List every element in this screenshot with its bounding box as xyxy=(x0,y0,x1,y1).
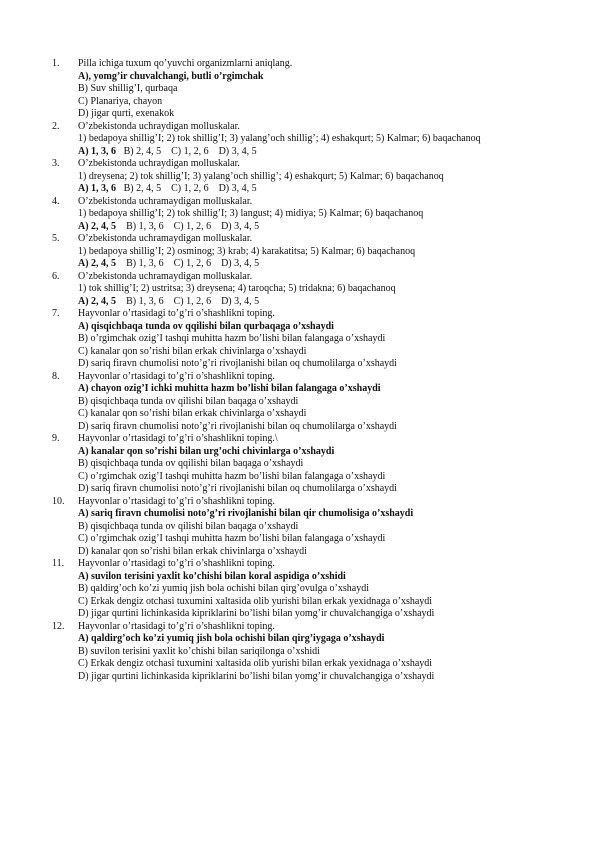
question-number: 10. xyxy=(52,495,65,507)
question-body xyxy=(78,121,532,159)
question-text: Hayvonlar o’rtasidagi to’g’ri o’shashlikni toping. xyxy=(78,620,275,632)
answer-option: C) Erkak dengiz otchasi tuxumini xaltasida olib yurishi bilan erkak yexidnaga o’xshaydi xyxy=(78,595,433,607)
answer-option: C) kanalar qon so’rishi bilan erkak chivinlarga o’xshaydi xyxy=(78,345,307,357)
question-body xyxy=(78,158,532,196)
question-number: 12. xyxy=(52,620,65,632)
answer-options-row xyxy=(78,221,532,234)
answer-option: 1) bedapoya shillig’I; 2) tok shillig’I; 3) langust; 4) midiya; 5) Kalmar; 6) baqachanoq xyxy=(78,208,424,219)
question-number: 8. xyxy=(52,370,60,382)
question-number: 7. xyxy=(52,308,60,319)
other-answer-options: B) 1, 3, 6 C) 1, 2, 6 D) 3, 4, 5 xyxy=(116,295,260,307)
question-body xyxy=(78,58,532,121)
question-number: 5. xyxy=(52,233,60,244)
answer-option: D) sariq firavn chumolisi noto’g’ri rivojlanishi bilan oq chumolilarga o’xshaydi xyxy=(78,358,397,369)
answer-option: B) qisqichbaqa tunda ov qqilishi bilan baqaga o’xshaydi xyxy=(78,458,304,469)
answer-option: D) sariq firavn chumolisi noto’g’ri rivojlanishi bilan oq chumolilarga o’xshaydi xyxy=(78,483,397,494)
question-text: O’zbekistonda uchramaydigan molluskalar. xyxy=(78,233,253,244)
question-item xyxy=(52,308,532,371)
answer-option: B) o’rgimchak ozig’I tashqi muhitta hazm bo’lishi bilan falangaga o’xshaydi xyxy=(78,333,386,344)
answer-option: 1) dreysena; 2) tok shillig’I; 3) yalang’och shillig’; 4) eshakqurt; 5) Kalmar; 6) baqachanoq xyxy=(78,170,444,182)
question-item xyxy=(52,496,532,559)
question-number: 6. xyxy=(52,270,60,282)
answer-option: C) o’rgimchak ozig’I tashqi muhitta hazm bo’lishi bilan falangaga o’xshaydi xyxy=(78,533,386,544)
answer-option: C) kanalar qon so’rishi bilan erkak chivinlarga o’xshaydi xyxy=(78,408,307,419)
other-answer-options: B) 2, 4, 5 C) 1, 2, 6 D) 3, 4, 5 xyxy=(116,145,257,157)
question-body xyxy=(78,433,532,496)
answer-option: B) qisqichbaqa tunda ov qilishi bilan baqaga o’xshaydi xyxy=(78,520,299,532)
correct-answer-option: A) sariq firavn chumolisi noto’g’ri rivojlanishi bilan qir chumolisiga o’xshaydi xyxy=(78,508,414,519)
answer-option: C) o’rgimchak ozig’I tashqi muhitta hazm bo’lishi bilan falangaga o’xshaydi xyxy=(78,470,386,482)
answer-option: B) Suv shillig’I, qurbaqa xyxy=(78,83,178,94)
question-list xyxy=(52,58,532,683)
question-number: 11. xyxy=(52,558,65,569)
answer-option: B) suvilon terisini yaxlit ko’chishi bilan sariqilonga o’xshidi xyxy=(78,645,320,657)
other-answer-options: B) 2, 4, 5 C) 1, 2, 6 D) 3, 4, 5 xyxy=(116,183,257,194)
correct-answer-option: A) qisqichbaqa tunda ov qqilishi bilan qurbaqaga o’xshaydi xyxy=(78,320,334,332)
answer-options-row xyxy=(78,146,532,159)
answer-option: D) kanalar qon so’rishi bilan erkak chivinlarga o’xshaydi xyxy=(78,545,307,557)
question-text: O’zbekistonda uchraydigan molluskalar. xyxy=(78,120,240,132)
correct-answer-option: A) chayon ozig’I ichki muhitta hazm bo’lishi bilan falangaga o’xshaydi xyxy=(78,383,381,394)
question-item xyxy=(52,621,532,684)
question-item xyxy=(52,371,532,434)
question-item xyxy=(52,271,532,309)
correct-answer-option: A), yomg’ir chuvalchangi, butli o’rgimchak xyxy=(78,70,264,82)
question-body xyxy=(78,496,532,559)
question-item xyxy=(52,121,532,159)
question-text: Hayvonlar o’rtasidagi to’g’ri o’shashlikni toping. xyxy=(78,370,275,382)
answer-options-row xyxy=(78,258,532,271)
question-body xyxy=(78,308,532,371)
question-item xyxy=(52,58,532,121)
question-body xyxy=(78,196,532,234)
question-body xyxy=(78,621,532,684)
correct-answer-option: A) suvilon terisini yaxlit ko’chishi bilan koral aspidiga o’xshidi xyxy=(78,570,346,582)
correct-answer-option: A) kanalar qon so’rishi bilan urg’ochi chivinlarga o’xshaydi xyxy=(78,445,335,457)
answer-option: D) jigar qurtini lichinkasida kipriklarini bo’lishi bilan yomg’ir chuvalchangiga o’xshaydi xyxy=(78,670,435,682)
correct-answer-option: A) 2, 4, 5 xyxy=(78,295,117,307)
correct-answer-option: A) 2, 4, 5 xyxy=(78,220,117,232)
question-body xyxy=(78,233,532,271)
question-text: Hayvonlar o’rtasidagi to’g’ri o’shashlikni toping. xyxy=(78,558,275,569)
question-number: 9. xyxy=(52,433,60,444)
answer-option: 1) tok shillig’I; 2) ustritsa; 3) dreysena; 4) taroqcha; 5) tridakna; 6) baqachanoq xyxy=(78,283,396,294)
question-item xyxy=(52,196,532,234)
answer-option: B) qisqichbaqa tunda ov qilishi bilan baqaga o’xshaydi xyxy=(78,395,299,407)
answer-option: D) sariq firavn chumolisi noto’g’ri rivojlanishi bilan oq chumolilarga o’xshaydi xyxy=(78,420,397,432)
question-text: O’zbekistonda uchramaydigan molluskalar. xyxy=(78,195,253,207)
question-body xyxy=(78,371,532,434)
answer-option: 1) bedapoya shillig’I; 2) osminog; 3) krab; 4) karakatitsa; 5) Kalmar; 6) baqachanoq xyxy=(78,245,416,257)
question-text: Hayvonlar o’rtasidagi to’g’ri o’shashlikni toping.\ xyxy=(78,433,278,444)
question-number: 3. xyxy=(52,158,60,169)
question-text: Hayvonlar o’rtasidagi to’g’ri o’shashlikni toping. xyxy=(78,495,275,507)
question-text: Pilla ichiga tuxum qo’yuvchi organizmlarni aniqlang. xyxy=(78,58,293,69)
other-answer-options: B) 1, 3, 6 C) 1, 2, 6 D) 3, 4, 5 xyxy=(116,258,260,269)
question-number: 2. xyxy=(52,120,60,132)
answer-option: D) jigar qurti, exenakok xyxy=(78,108,175,119)
question-number: 1. xyxy=(52,58,60,69)
answer-option: C) Erkak dengiz otchasi tuxumini xaltasida olib yurishi bilan erkak yexidnaga o’xshaydi xyxy=(78,658,433,669)
answer-option: B) qaldirg’och ko’zi yumiq jish bola ochishi bilan qirg’ovulga o’xshaydi xyxy=(78,583,369,594)
question-body xyxy=(78,558,532,621)
other-answer-options: B) 1, 3, 6 C) 1, 2, 6 D) 3, 4, 5 xyxy=(116,220,260,232)
question-item xyxy=(52,433,532,496)
answer-option: C) Planariya, chayon xyxy=(78,95,163,107)
answer-option: 1) bedapoya shillig’I; 2) tok shillig’I; 3) yalang’och shillig’; 4) eshakqurt; 5) Kalmar; 6) baqachanoq xyxy=(78,133,481,144)
question-text: Hayvonlar o’rtasidagi to’g’ri o’shashlikni toping. xyxy=(78,308,275,319)
question-body xyxy=(78,271,532,309)
correct-answer-option: A) 2, 4, 5 xyxy=(78,258,117,269)
correct-answer-option: A) 1, 3, 6 xyxy=(78,183,117,194)
question-text: O’zbekistonda uchramaydigan molluskalar. xyxy=(78,270,253,282)
question-text: O’zbekistonda uchraydigan molluskalar. xyxy=(78,158,240,169)
question-item xyxy=(52,233,532,271)
correct-answer-option: A) 1, 3, 6 xyxy=(78,145,117,157)
answer-options-row xyxy=(78,296,532,309)
question-number: 4. xyxy=(52,195,60,207)
answer-option: D) jigar qurtini lichinkasida kipriklarini bo’lishi bilan yomg’ir chuvalchangiga o’xshaydi xyxy=(78,608,435,619)
question-item xyxy=(52,158,532,196)
answer-options-row xyxy=(78,183,532,196)
correct-answer-option: A) qaldirg’och ko’zi yumiq jish bola ochishi bilan qirg’iygaga o’xshaydi xyxy=(78,633,385,644)
question-item xyxy=(52,558,532,621)
